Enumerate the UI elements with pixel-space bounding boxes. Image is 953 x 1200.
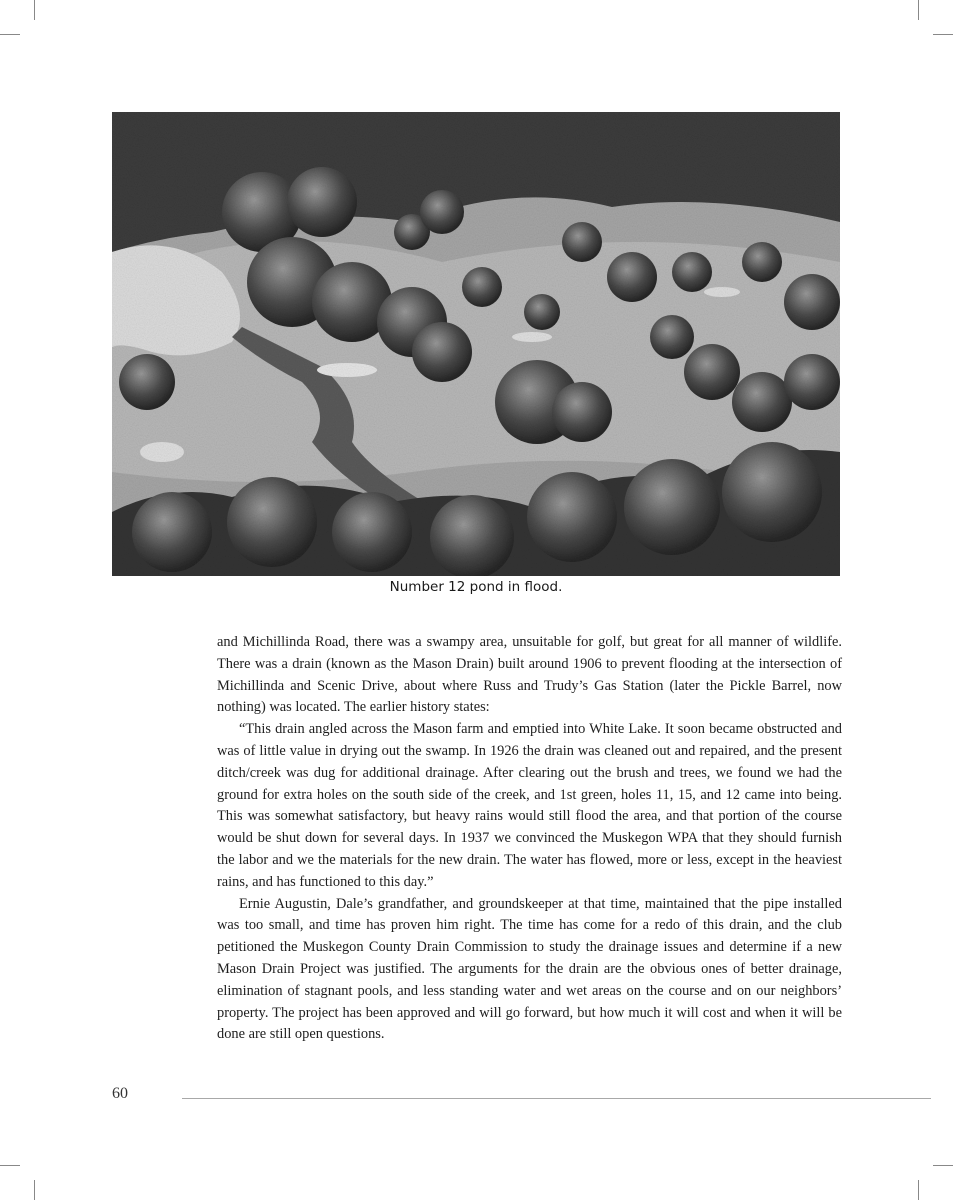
- paragraph-1: and Michillinda Road, there was a swampy area, unsuitable for golf, but great for all manner of wildlife. There was a drain (known as the Mason Drain) built around 1906 to prevent flooding at the intersection of Michillinda and Scenic Drive, about where Russ and Trudy’s Gas Station (later the Pickle Barrel, now nothing) was located. The earlier history states:: [217, 634, 842, 716]
- crop-mark-top-left-horizontal: [0, 34, 20, 35]
- crop-mark-bottom-left-vertical: [34, 1180, 35, 1200]
- page-number: 60: [112, 1085, 128, 1102]
- crop-mark-bottom-left-horizontal: [0, 1165, 20, 1166]
- golf-course-aerial-photo: [112, 112, 840, 576]
- photo-caption: Number 12 pond in flood.: [389, 579, 563, 595]
- crop-mark-top-right-vertical: [918, 0, 919, 20]
- paragraph-2-quote: “This drain angled across the Mason farm and emptied into White Lake. It soon became obstructed and was of little value in drying out the swamp. In 1926 the drain was cleaned out and repaired, and the present ditch/creek was dug for additional drainage. After clearing out the brush and trees, we found we had the ground for extra holes on the south side of the creek, and 1st green, holes 11, 15, and 12 came into being. This was somewhat satisfactory, but heavy rains would still flood the area, and that portion of the course would be shut down for several days. In 1937 we convinced the Muskegon WPA that they should furnish the labor and we the materials for the new drain. The water has flowed, more or less, except in the heaviest rains, and has functioned to this day.”: [217, 721, 842, 890]
- crop-mark-top-right-horizontal: [933, 34, 953, 35]
- crop-mark-bottom-right-horizontal: [933, 1165, 953, 1166]
- crop-mark-bottom-right-vertical: [918, 1180, 919, 1200]
- crop-mark-top-left-vertical: [34, 0, 35, 20]
- footer-rule: [182, 1098, 931, 1099]
- paragraph-3: Ernie Augustin, Dale’s grandfather, and groundskeeper at that time, maintained that the pipe installed was too small, and time has proven him right. The time has come for a redo of this drain, and the club petitioned the Muskegon County Drain Commission to study the drainage issues and determine if a new Mason Drain Project was justified. The arguments for the drain are the obvious ones of better drainage, elimination of stagnant pools, and less standing water and wet areas on the course and on our neighbors’ property. The project has been approved and will go forward, but how much it will cost and when it will be done are still open questions.: [217, 895, 842, 1043]
- body-text: [217, 632, 842, 1046]
